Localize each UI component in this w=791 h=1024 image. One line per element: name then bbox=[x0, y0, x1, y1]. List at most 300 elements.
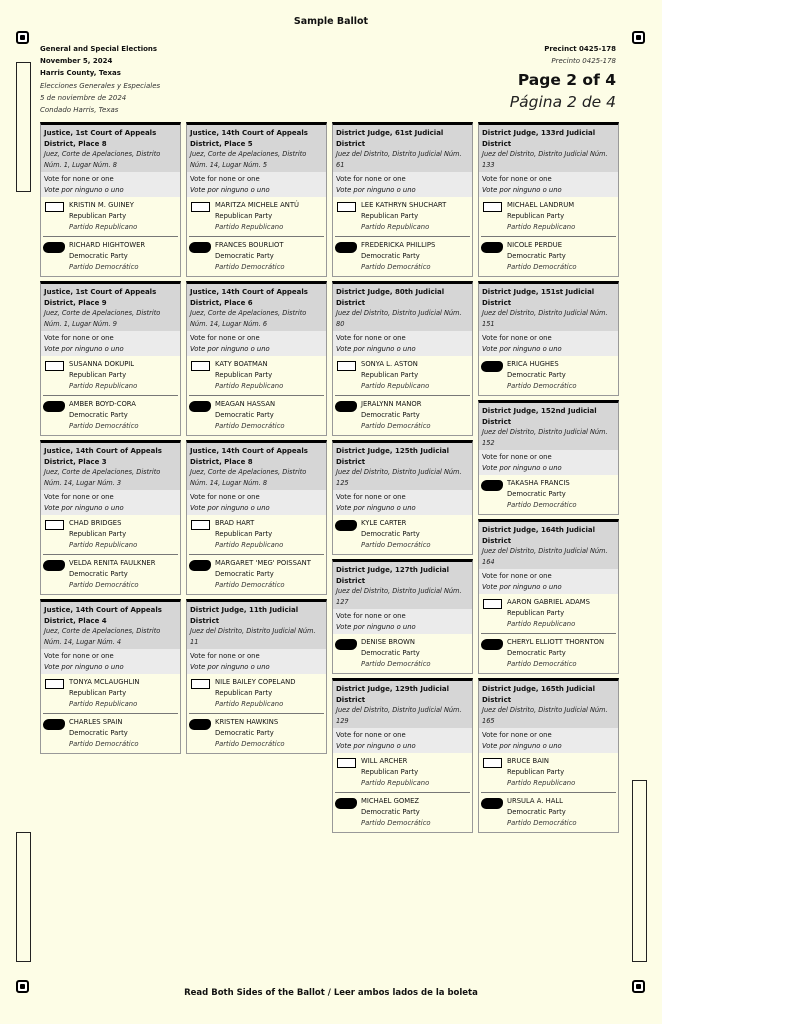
vote-instruction-es: Vote por ninguno o uno bbox=[190, 662, 270, 671]
vote-instruction-es: Vote por ninguno o uno bbox=[336, 622, 416, 631]
candidate-party-es: Partido Republicano bbox=[361, 779, 430, 787]
vote-instruction-en: Vote for none or one bbox=[190, 652, 260, 660]
candidate-name: DENISE BROWN bbox=[361, 638, 415, 646]
contest-title-es: Juez del Distrito, Distrito Judicial Núm. 152 bbox=[482, 428, 608, 447]
vote-instruction bbox=[41, 331, 180, 356]
precinct-header bbox=[510, 43, 616, 113]
candidate-party-es: Partido Democrático bbox=[507, 819, 577, 827]
candidate-option[interactable] bbox=[189, 356, 324, 396]
contest-title-es: Juez del Distrito, Distrito Judicial Núm. 133 bbox=[482, 150, 608, 169]
filled-oval-icon[interactable] bbox=[335, 520, 357, 531]
candidate-name: BRAD HART bbox=[215, 519, 255, 527]
candidate-party-es: Partido Democrático bbox=[361, 541, 431, 549]
candidate-party: Republican Party bbox=[507, 609, 565, 617]
candidate-option[interactable] bbox=[481, 197, 616, 237]
filled-oval-icon[interactable] bbox=[481, 480, 503, 491]
vote-instruction bbox=[333, 490, 472, 515]
candidate-party-es: Partido Republicano bbox=[361, 382, 430, 390]
candidate-party-es: Partido Republicano bbox=[69, 700, 138, 708]
candidate-option[interactable] bbox=[189, 555, 324, 594]
contest-header bbox=[479, 125, 618, 172]
contest-title-es: Juez del Distrito, Distrito Judicial Núm. 61 bbox=[336, 150, 462, 169]
candidate-name: AARON GABRIEL ADAMS bbox=[507, 598, 590, 606]
candidate-party-es: Partido Democrático bbox=[69, 422, 139, 430]
candidate-party: Republican Party bbox=[69, 689, 127, 697]
candidate-option[interactable] bbox=[43, 555, 178, 594]
contest bbox=[332, 678, 473, 833]
candidate-party: Democratic Party bbox=[507, 649, 566, 657]
vote-instruction-en: Vote for none or one bbox=[482, 731, 552, 739]
contest-title: Justice, 14th Court of Appeals District, Place 8 bbox=[190, 447, 308, 466]
vote-instruction-en: Vote for none or one bbox=[44, 175, 114, 183]
candidate-name: RICHARD HIGHTOWER bbox=[69, 241, 146, 249]
vote-instruction-es: Vote por ninguno o uno bbox=[190, 185, 270, 194]
contest-title: District Judge, 151st Judicial District bbox=[482, 288, 595, 307]
candidate-name: ERICA HUGHES bbox=[507, 360, 559, 368]
vote-instruction-en: Vote for none or one bbox=[44, 652, 114, 660]
filled-oval-icon[interactable] bbox=[189, 560, 211, 571]
contest bbox=[186, 281, 327, 436]
contest bbox=[40, 440, 181, 595]
empty-oval-icon[interactable] bbox=[45, 202, 64, 212]
candidate-party-es: Partido Democrático bbox=[507, 382, 577, 390]
candidate-option[interactable] bbox=[43, 515, 178, 555]
candidate-name: JERALYNN MANOR bbox=[361, 400, 422, 408]
ballot-column-3 bbox=[332, 122, 473, 837]
vote-instruction-es: Vote por ninguno o uno bbox=[44, 185, 124, 194]
candidate-option[interactable] bbox=[335, 793, 470, 832]
contest-title-es: Juez del Distrito, Distrito Judicial Núm. 11 bbox=[190, 627, 316, 646]
contest-title-es: Juez, Corte de Apelaciones, Distrito Núm. 14, Lugar Núm. 3 bbox=[44, 468, 161, 487]
registration-mark-icon bbox=[632, 31, 645, 44]
empty-oval-icon[interactable] bbox=[191, 520, 210, 530]
candidate-party-es: Partido Democrático bbox=[69, 581, 139, 589]
candidate-party: Democratic Party bbox=[215, 411, 274, 419]
candidate-option[interactable] bbox=[481, 634, 616, 673]
candidate-name: CHARLES SPAIN bbox=[69, 718, 123, 726]
ballot-column-2 bbox=[186, 122, 327, 758]
candidate-name: KYLE CARTER bbox=[361, 519, 407, 527]
contest bbox=[332, 559, 473, 674]
vote-instruction-en: Vote for none or one bbox=[336, 334, 406, 342]
candidate-party: Democratic Party bbox=[361, 649, 420, 657]
candidate-option[interactable] bbox=[335, 634, 470, 673]
vote-instruction-en: Vote for none or one bbox=[482, 453, 552, 461]
candidate-party: Republican Party bbox=[361, 212, 419, 220]
filled-oval-icon[interactable] bbox=[189, 242, 211, 253]
empty-oval-icon[interactable] bbox=[337, 361, 356, 371]
vote-instruction bbox=[479, 331, 618, 356]
candidate-party-es: Partido Republicano bbox=[507, 620, 576, 628]
contest bbox=[332, 440, 473, 555]
candidate-option[interactable] bbox=[189, 197, 324, 237]
candidate-option[interactable] bbox=[481, 753, 616, 793]
empty-oval-icon[interactable] bbox=[191, 361, 210, 371]
empty-oval-icon[interactable] bbox=[45, 679, 64, 689]
vote-instruction-es: Vote por ninguno o uno bbox=[482, 463, 562, 472]
vote-instruction bbox=[187, 331, 326, 356]
vote-instruction bbox=[479, 172, 618, 197]
candidate-name: MARGARET 'MEG' POISSANT bbox=[215, 559, 311, 567]
filled-oval-icon[interactable] bbox=[43, 560, 65, 571]
vote-instruction-es: Vote por ninguno o uno bbox=[336, 503, 416, 512]
candidate-party: Republican Party bbox=[361, 768, 419, 776]
contest-header bbox=[187, 443, 326, 490]
election-county: Harris County, Texas bbox=[40, 69, 121, 78]
candidate-name: MARITZA MICHELE ANTÚ bbox=[215, 201, 299, 209]
contest-title: Justice, 14th Court of Appeals District, Place 4 bbox=[44, 606, 162, 625]
timing-bar bbox=[16, 832, 31, 962]
candidate-name: MICHAEL LANDRUM bbox=[507, 201, 575, 209]
contest-header bbox=[187, 284, 326, 331]
vote-instruction-es: Vote por ninguno o uno bbox=[190, 344, 270, 353]
candidate-option[interactable] bbox=[189, 515, 324, 555]
contest-title: District Judge, 80th Judicial District bbox=[336, 288, 445, 307]
election-header bbox=[40, 43, 160, 116]
contest-title: District Judge, 133rd Judicial District bbox=[482, 129, 596, 148]
contest-title: District Judge, 127th Judicial District bbox=[336, 566, 450, 585]
empty-oval-icon[interactable] bbox=[191, 679, 210, 689]
candidate-option[interactable] bbox=[43, 674, 178, 714]
contest-title-es: Juez, Corte de Apelaciones, Distrito Núm. 14, Lugar Núm. 8 bbox=[190, 468, 307, 487]
contest bbox=[332, 122, 473, 277]
empty-oval-icon[interactable] bbox=[191, 202, 210, 212]
contest bbox=[40, 599, 181, 754]
contest-title: Justice, 14th Court of Appeals District, Place 3 bbox=[44, 447, 162, 466]
contest-header bbox=[333, 284, 472, 331]
contest bbox=[478, 519, 619, 674]
contest-title: Justice, 14th Court of Appeals District, Place 6 bbox=[190, 288, 308, 307]
vote-instruction-en: Vote for none or one bbox=[190, 334, 260, 342]
candidate-party-es: Partido Republicano bbox=[69, 382, 138, 390]
contest-header bbox=[479, 522, 618, 569]
candidate-option[interactable] bbox=[43, 714, 178, 753]
candidate-option[interactable] bbox=[481, 356, 616, 395]
vote-instruction-es: Vote por ninguno o uno bbox=[44, 503, 124, 512]
contest-title-es: Juez, Corte de Apelaciones, Distrito Núm. 14, Lugar Núm. 4 bbox=[44, 627, 161, 646]
candidate-party-es: Partido Democrático bbox=[507, 660, 577, 668]
vote-instruction-es: Vote por ninguno o uno bbox=[482, 582, 562, 591]
election-date: November 5, 2024 bbox=[40, 57, 113, 66]
candidate-party-es: Partido Democrático bbox=[215, 263, 285, 271]
candidate-option[interactable] bbox=[335, 197, 470, 237]
contest-title: District Judge, 152nd Judicial District bbox=[482, 407, 597, 426]
candidate-name: CHAD BRIDGES bbox=[69, 519, 122, 527]
candidate-party-es: Partido Democrático bbox=[215, 422, 285, 430]
vote-instruction bbox=[187, 649, 326, 674]
candidate-party: Republican Party bbox=[215, 689, 273, 697]
candidate-option[interactable] bbox=[43, 197, 178, 237]
contest bbox=[186, 122, 327, 277]
contest-header bbox=[41, 602, 180, 649]
vote-instruction-en: Vote for none or one bbox=[190, 175, 260, 183]
candidate-name: FREDERICKA PHILLIPS bbox=[361, 241, 436, 249]
candidate-party: Democratic Party bbox=[215, 252, 274, 260]
election-name-es: Elecciones Generales y Especiales bbox=[40, 81, 161, 90]
contest-title: District Judge, 125th Judicial District bbox=[336, 447, 450, 466]
candidate-name: SUSANNA DOKUPIL bbox=[69, 360, 135, 368]
contest-title-es: Juez, Corte de Apelaciones, Distrito Núm. 1, Lugar Núm. 9 bbox=[44, 309, 161, 328]
vote-instruction-es: Vote por ninguno o uno bbox=[44, 344, 124, 353]
empty-oval-icon[interactable] bbox=[337, 202, 356, 212]
page-number: Page 2 of 4 bbox=[517, 71, 616, 89]
ballot-column-4 bbox=[478, 122, 619, 837]
candidate-party-es: Partido Democrático bbox=[361, 263, 431, 271]
contest-title: District Judge, 164th Judicial District bbox=[482, 526, 596, 545]
candidate-option[interactable] bbox=[189, 396, 324, 435]
contest-title-es: Juez del Distrito, Distrito Judicial Núm. 129 bbox=[336, 706, 462, 725]
filled-oval-icon[interactable] bbox=[481, 361, 503, 372]
candidate-party: Democratic Party bbox=[361, 808, 420, 816]
candidate-name: LEE KATHRYN SHUCHART bbox=[361, 201, 447, 209]
vote-instruction bbox=[41, 649, 180, 674]
precinct-es: Precinto 0425-178 bbox=[551, 57, 616, 65]
vote-instruction bbox=[333, 331, 472, 356]
candidate-party-es: Partido Democrático bbox=[361, 422, 431, 430]
vote-instruction bbox=[41, 490, 180, 515]
contest-header bbox=[479, 681, 618, 728]
vote-instruction bbox=[479, 450, 618, 475]
vote-instruction-es: Vote por ninguno o uno bbox=[482, 185, 562, 194]
vote-instruction-en: Vote for none or one bbox=[336, 731, 406, 739]
candidate-name: URSULA A. HALL bbox=[507, 797, 563, 805]
election-name: General and Special Elections bbox=[40, 45, 158, 53]
candidate-party: Republican Party bbox=[215, 530, 273, 538]
candidate-name: CHERYL ELLIOTT THORNTON bbox=[507, 638, 605, 646]
empty-oval-icon[interactable] bbox=[483, 599, 502, 609]
candidate-option[interactable] bbox=[481, 793, 616, 832]
election-date-es: 5 de noviembre de 2024 bbox=[40, 93, 127, 102]
page-title: Sample Ballot bbox=[293, 16, 369, 27]
contest-header bbox=[187, 125, 326, 172]
filled-oval-icon[interactable] bbox=[43, 401, 65, 412]
vote-instruction-es: Vote por ninguno o uno bbox=[482, 741, 562, 750]
candidate-party: Democratic Party bbox=[507, 371, 566, 379]
candidate-name: MICHAEL GOMEZ bbox=[361, 797, 420, 805]
vote-instruction-en: Vote for none or one bbox=[336, 175, 406, 183]
contest-header bbox=[333, 562, 472, 609]
contest-title-es: Juez del Distrito, Distrito Judicial Núm. 80 bbox=[336, 309, 462, 328]
election-county-es: Condado Harris, Texas bbox=[40, 106, 119, 115]
contest-title-es: Juez, Corte de Apelaciones, Distrito Núm. 14, Lugar Núm. 5 bbox=[190, 150, 307, 169]
contest-header bbox=[41, 443, 180, 490]
candidate-party-es: Partido Republicano bbox=[69, 541, 138, 549]
candidate-party: Democratic Party bbox=[361, 411, 420, 419]
vote-instruction bbox=[479, 728, 618, 753]
candidate-option[interactable] bbox=[335, 356, 470, 396]
vote-instruction-en: Vote for none or one bbox=[44, 334, 114, 342]
candidate-option[interactable] bbox=[335, 515, 470, 554]
contest-title: Justice, 1st Court of Appeals District, Place 9 bbox=[44, 288, 157, 307]
vote-instruction-es: Vote por ninguno o uno bbox=[44, 662, 124, 671]
filled-oval-icon[interactable] bbox=[335, 798, 357, 809]
contest-header bbox=[479, 403, 618, 450]
candidate-party-es: Partido Republicano bbox=[215, 541, 284, 549]
candidate-party: Republican Party bbox=[69, 530, 127, 538]
candidate-party: Republican Party bbox=[507, 768, 565, 776]
filled-oval-icon[interactable] bbox=[481, 798, 503, 809]
filled-oval-icon[interactable] bbox=[335, 401, 357, 412]
candidate-party: Democratic Party bbox=[507, 252, 566, 260]
candidate-party: Democratic Party bbox=[69, 411, 128, 419]
contest bbox=[186, 440, 327, 595]
vote-instruction-es: Vote por ninguno o uno bbox=[482, 344, 562, 353]
candidate-name: MEAGAN HASSAN bbox=[215, 400, 276, 408]
candidate-party-es: Partido Republicano bbox=[215, 382, 284, 390]
vote-instruction-en: Vote for none or one bbox=[44, 493, 114, 501]
contest bbox=[478, 400, 619, 515]
candidate-party-es: Partido Democrático bbox=[215, 581, 285, 589]
vote-instruction bbox=[333, 728, 472, 753]
contest-title-es: Juez del Distrito, Distrito Judicial Núm. 151 bbox=[482, 309, 608, 328]
contest-title: District Judge, 129th Judicial District bbox=[336, 685, 450, 704]
vote-instruction-en: Vote for none or one bbox=[190, 493, 260, 501]
contest bbox=[478, 281, 619, 396]
candidate-option[interactable] bbox=[335, 237, 470, 276]
vote-instruction bbox=[479, 569, 618, 594]
contest-header bbox=[333, 681, 472, 728]
ballot-column-1 bbox=[40, 122, 181, 758]
vote-instruction bbox=[333, 172, 472, 197]
candidate-name: VELDA RENITA FAULKNER bbox=[69, 559, 156, 567]
contest bbox=[186, 599, 327, 754]
vote-instruction-en: Vote for none or one bbox=[482, 572, 552, 580]
vote-instruction bbox=[41, 172, 180, 197]
candidate-party-es: Partido Republicano bbox=[69, 223, 138, 231]
footer-instruction: Read Both Sides of the Ballot / Leer ambos lados de la boleta bbox=[184, 988, 478, 998]
candidate-name: FRANCES BOURLIOT bbox=[215, 241, 284, 249]
candidate-party: Republican Party bbox=[361, 371, 419, 379]
filled-oval-icon[interactable] bbox=[481, 639, 503, 650]
candidate-name: TAKASHA FRANCIS bbox=[507, 479, 570, 487]
filled-oval-icon[interactable] bbox=[481, 242, 503, 253]
contest-title-es: Juez del Distrito, Distrito Judicial Núm. 164 bbox=[482, 547, 608, 566]
filled-oval-icon[interactable] bbox=[43, 242, 65, 253]
candidate-option[interactable] bbox=[189, 714, 324, 753]
contest bbox=[478, 122, 619, 277]
candidate-party-es: Partido Democrático bbox=[361, 819, 431, 827]
contest-title-es: Juez del Distrito, Distrito Judicial Núm. 165 bbox=[482, 706, 608, 725]
candidate-option[interactable] bbox=[335, 396, 470, 435]
vote-instruction bbox=[333, 609, 472, 634]
contest bbox=[40, 122, 181, 277]
candidate-option[interactable] bbox=[43, 356, 178, 396]
filled-oval-icon[interactable] bbox=[335, 242, 357, 253]
candidate-party-es: Partido Democrático bbox=[507, 263, 577, 271]
candidate-party-es: Partido Republicano bbox=[507, 779, 576, 787]
candidate-name: TONYA MCLAUGHLIN bbox=[69, 678, 140, 686]
contest bbox=[478, 678, 619, 833]
candidate-party-es: Partido Democrático bbox=[507, 501, 577, 509]
candidate-party-es: Partido Republicano bbox=[507, 223, 576, 231]
vote-instruction-en: Vote for none or one bbox=[482, 175, 552, 183]
contest bbox=[40, 281, 181, 436]
candidate-party: Republican Party bbox=[507, 212, 565, 220]
candidate-name: KRISTEN HAWKINS bbox=[215, 718, 279, 726]
vote-instruction bbox=[187, 172, 326, 197]
contest-title-es: Juez, Corte de Apelaciones, Distrito Núm. 1, Lugar Núm. 8 bbox=[44, 150, 161, 169]
candidate-party: Democratic Party bbox=[507, 490, 566, 498]
candidate-name: BRUCE BAIN bbox=[507, 757, 549, 765]
vote-instruction-es: Vote por ninguno o uno bbox=[336, 741, 416, 750]
filled-oval-icon[interactable] bbox=[189, 401, 211, 412]
page-number-es: Página 2 de 4 bbox=[509, 93, 616, 111]
candidate-party: Democratic Party bbox=[361, 252, 420, 260]
contest-title: Justice, 14th Court of Appeals District, Place 5 bbox=[190, 129, 308, 148]
candidate-party: Democratic Party bbox=[69, 570, 128, 578]
contest-header bbox=[333, 125, 472, 172]
candidate-party-es: Partido Democrático bbox=[361, 660, 431, 668]
candidate-option[interactable] bbox=[481, 594, 616, 634]
empty-oval-icon[interactable] bbox=[483, 758, 502, 768]
candidate-party-es: Partido Democrático bbox=[69, 740, 139, 748]
candidate-party: Republican Party bbox=[215, 212, 273, 220]
candidate-party: Republican Party bbox=[215, 371, 273, 379]
candidate-party: Democratic Party bbox=[215, 570, 274, 578]
vote-instruction bbox=[187, 490, 326, 515]
contest-header bbox=[479, 284, 618, 331]
candidate-option[interactable] bbox=[335, 753, 470, 793]
contest-title-es: Juez, Corte de Apelaciones, Distrito Núm. 14, Lugar Núm. 6 bbox=[190, 309, 307, 328]
contest-title: Justice, 1st Court of Appeals District, Place 8 bbox=[44, 129, 157, 148]
vote-instruction-en: Vote for none or one bbox=[482, 334, 552, 342]
registration-mark-icon bbox=[16, 31, 29, 44]
candidate-option[interactable] bbox=[481, 237, 616, 276]
candidate-party-es: Partido Democrático bbox=[215, 740, 285, 748]
vote-instruction-es: Vote por ninguno o uno bbox=[336, 344, 416, 353]
contest-title: District Judge, 61st Judicial District bbox=[336, 129, 444, 148]
contest-header bbox=[41, 284, 180, 331]
vote-instruction-en: Vote for none or one bbox=[336, 612, 406, 620]
candidate-party: Democratic Party bbox=[361, 530, 420, 538]
contest-title: District Judge, 11th Judicial District bbox=[190, 606, 299, 625]
empty-oval-icon[interactable] bbox=[337, 758, 356, 768]
empty-oval-icon[interactable] bbox=[483, 202, 502, 212]
precinct: Precinct 0425-178 bbox=[544, 45, 616, 53]
contest bbox=[332, 281, 473, 436]
candidate-name: NICOLE PERDUE bbox=[507, 241, 563, 249]
timing-bar bbox=[16, 62, 31, 192]
filled-oval-icon[interactable] bbox=[43, 719, 65, 730]
vote-instruction-es: Vote por ninguno o uno bbox=[336, 185, 416, 194]
empty-oval-icon[interactable] bbox=[45, 520, 64, 530]
empty-oval-icon[interactable] bbox=[45, 361, 64, 371]
filled-oval-icon[interactable] bbox=[189, 719, 211, 730]
candidate-party-es: Partido Democrático bbox=[69, 263, 139, 271]
contest-header bbox=[187, 602, 326, 649]
contest-header bbox=[333, 443, 472, 490]
contest-title-es: Juez del Distrito, Distrito Judicial Núm. 127 bbox=[336, 587, 462, 606]
candidate-name: KRISTIN M. GUINEY bbox=[69, 201, 134, 209]
timing-bar bbox=[632, 780, 647, 962]
candidate-name: KATY BOATMAN bbox=[215, 360, 268, 368]
candidate-name: SONYA L. ASTON bbox=[361, 360, 418, 368]
candidate-party-es: Partido Republicano bbox=[361, 223, 430, 231]
candidate-option[interactable] bbox=[189, 674, 324, 714]
filled-oval-icon[interactable] bbox=[335, 639, 357, 650]
candidate-option[interactable] bbox=[43, 396, 178, 435]
candidate-option[interactable] bbox=[481, 475, 616, 514]
candidate-name: AMBER BOYD-CORA bbox=[69, 400, 136, 408]
candidate-option[interactable] bbox=[189, 237, 324, 276]
candidate-party-es: Partido Republicano bbox=[215, 700, 284, 708]
vote-instruction-es: Vote por ninguno o uno bbox=[190, 503, 270, 512]
candidate-option[interactable] bbox=[43, 237, 178, 276]
contest-title: District Judge, 165th Judicial District bbox=[482, 685, 596, 704]
contest-title-es: Juez del Distrito, Distrito Judicial Núm. 125 bbox=[336, 468, 462, 487]
candidate-party: Democratic Party bbox=[69, 729, 128, 737]
candidate-name: NILE BAILEY COPELAND bbox=[215, 678, 296, 686]
